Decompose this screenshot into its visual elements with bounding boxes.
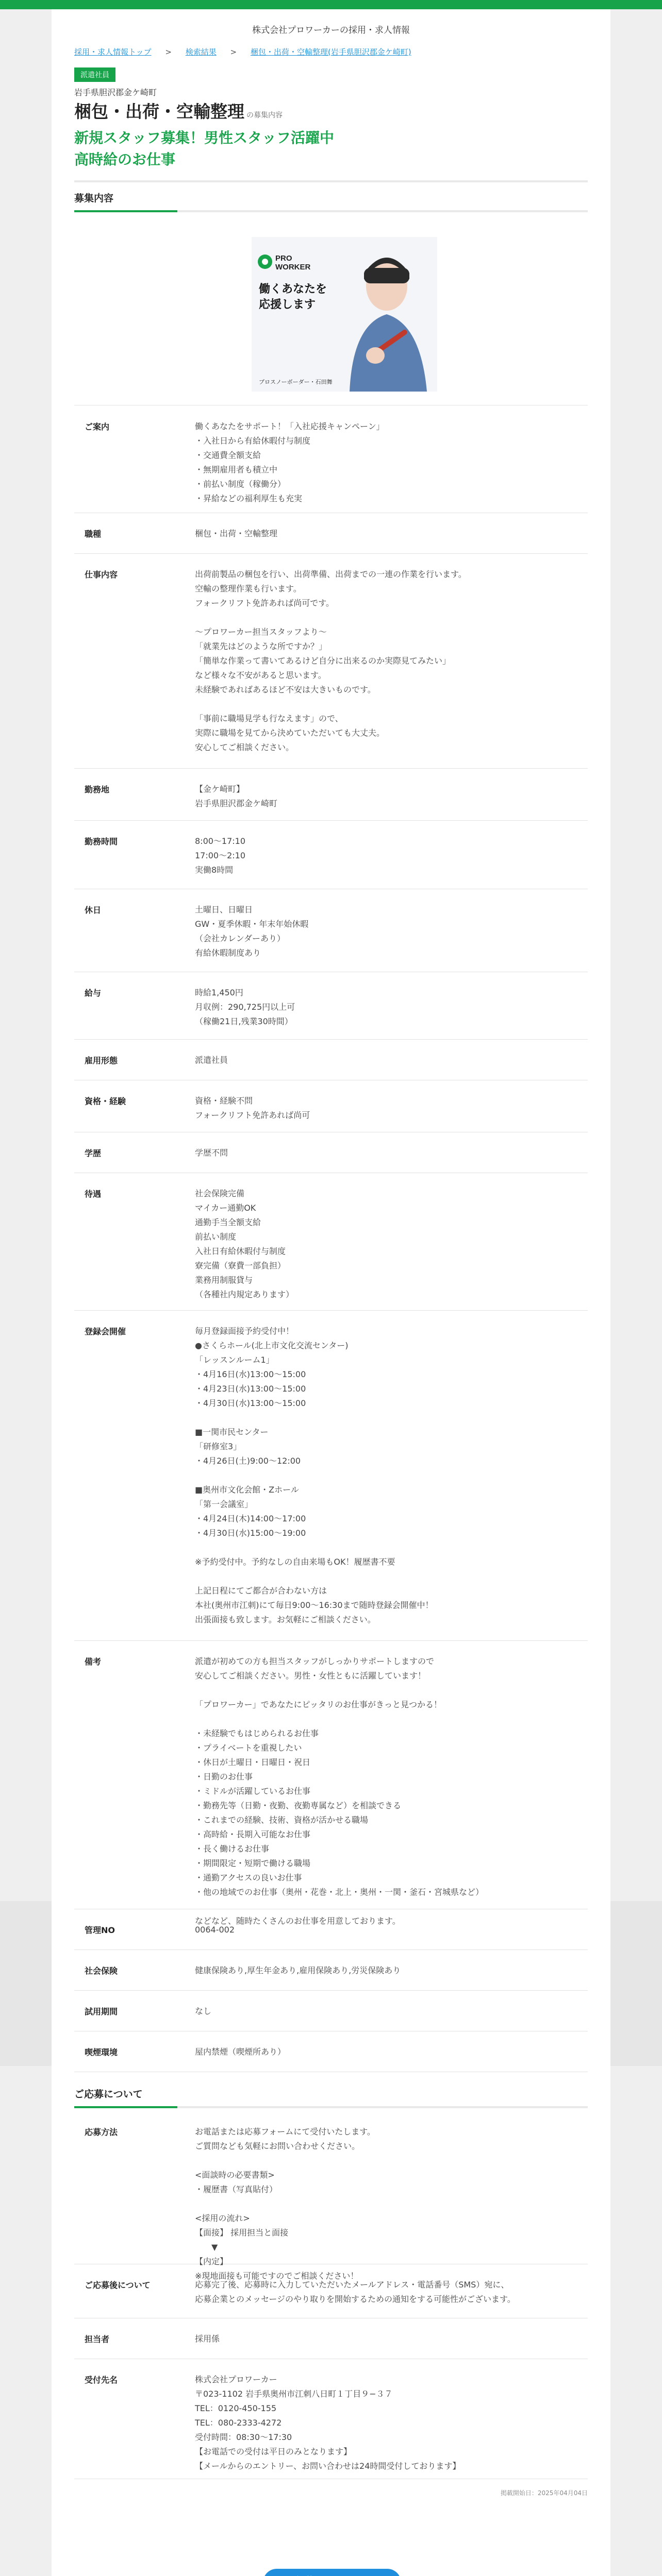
detail-row-qualification xyxy=(74,1080,588,1132)
row-label: 管理NO xyxy=(85,1925,115,1935)
catch-line-1: 新規スタッフ募集！男性スタッフ活躍中 xyxy=(74,129,335,146)
breadcrumb-top-link[interactable]: 採用・求人情報トップ xyxy=(74,47,152,57)
catch-line-2: 高時給のお仕事 xyxy=(74,151,176,168)
row-label: 雇用形態 xyxy=(85,1056,118,1065)
detail-row-smoking xyxy=(74,2031,588,2072)
detail-row-guide xyxy=(74,406,588,513)
row-value: 健康保険あり,厚生年金あり,雇用保険あり,労災保険あり xyxy=(195,1965,401,1975)
row-label: 勤務時間 xyxy=(85,837,118,846)
job-title xyxy=(74,98,283,123)
row-label: ご案内 xyxy=(85,422,110,432)
row-value: 採用係 xyxy=(195,2334,220,2344)
row-value: 学歴不問 xyxy=(195,1148,228,1158)
detail-row-holidays xyxy=(74,889,588,972)
row-value: 時給1,450円 月収例：290,725円以上可 （稼働21日,残業30時間） xyxy=(195,988,295,1026)
detail-row-registration xyxy=(74,1311,588,1641)
row-label: 職種 xyxy=(85,529,102,539)
row-label: 受付先名 xyxy=(85,2375,118,2385)
row-label: 仕事内容 xyxy=(85,570,118,580)
detail-row-job-type xyxy=(74,513,588,554)
hero-image xyxy=(252,237,437,392)
row-label: 学歴 xyxy=(85,1148,102,1158)
breadcrumb xyxy=(74,46,411,57)
row-value: 8:00〜17:10 17:00〜2:10 実働8時間 xyxy=(195,836,246,875)
row-label: 喫煙環境 xyxy=(85,2047,118,2057)
breadcrumb-current-link[interactable]: 梱包・出荷・空輸整理(岩手県胆沢郡金ケ崎町) xyxy=(250,47,411,57)
apply-row-contact-person xyxy=(74,2318,588,2359)
job-location: 岩手県胆沢郡金ケ崎町 xyxy=(74,88,157,97)
row-value: 出荷前製品の梱包を行い、出荷準備、出荷までの一連の作業を行います。 空輸の整理作業も行います。 フォークリフト免許あれば尚可です。 〜プロワーカー担当スタッフより〜 「就業先はどのような所ですか？」 「簡単な作業って書いてあるけど自分に出来るのか実際見てみたい」 など様々な不安があると思います。 未経験であればあるほど不安は大きいものです。 「事前に職場見学も行なえます」ので、 実際に職場を見てから決めていただいても大丈夫。 安心してご相談ください。 xyxy=(195,569,467,752)
apply-row-method xyxy=(74,2111,588,2281)
row-value: お電話または応募フォームにて受付いたします。 ご質問なども気軽にお問い合わせください。 <面談時の必要書類> ・履歴書（写真貼付） <採用の流れ> 【面接】 採用担当と面接 ▼ 【内定】 ※現地面接も可能ですのでご相談ください！ xyxy=(195,2127,375,2281)
row-value: 派遣社員 xyxy=(195,1055,228,1065)
detail-row-trial-period xyxy=(74,1991,588,2031)
detail-row-notes xyxy=(74,1641,588,1926)
row-value: 梱包・出荷・空輸整理 xyxy=(195,529,278,538)
detail-row-location xyxy=(74,769,588,821)
row-label: 試用期間 xyxy=(85,2007,118,2016)
detail-row-employment xyxy=(74,1040,588,1080)
row-label: 待遇 xyxy=(85,1189,102,1199)
row-value: 資格・経験不問 フォークリフト免許あれば尚可 xyxy=(195,1096,310,1120)
detail-row-social-insurance xyxy=(74,1950,588,1991)
row-value: 屋内禁煙（喫煙所あり） xyxy=(195,2047,286,2057)
row-value: 派遣が初めての方も担当スタッフがしっかりサポートしますので 安心してご相談ください。男性・女性ともに活躍しています！ 「プロワーカー」であなたにピッタリのお仕事がきっと見つかる！ ・未経験でもはじめられるお仕事 ・プライベートを重視したい ・休日が土曜日・日曜日・祝日 ・日勤のお仕事 ・ミドルが活躍しているお仕事 ・勤務先等（日勤・夜勤、夜勤専属など）を相談できる ・これまでの経験、技術、資格が活かせる職場 ・高時給・長期入可能なお仕事 ・長く働けるお仕事 ・期間限定・短期で働ける職場 ・通勤アクセスの良いお仕事 ・他の地域でのお仕事（奥州・花巻・北上・奥州・一関・釜石・宮城県など） などなど、随時たくさんのお仕事を用意しております。 xyxy=(195,1656,484,1926)
row-label: 登録会開催 xyxy=(85,1327,126,1336)
breadcrumb-separator: > xyxy=(165,47,172,57)
section-underline xyxy=(74,2106,588,2108)
section-heading-apply: ご応募について xyxy=(74,2089,143,2100)
row-value: 【金ケ崎町】 岩手県胆沢郡金ケ崎町 xyxy=(195,784,278,808)
hero-headline-2: 応援します xyxy=(259,298,316,311)
row-value: 毎月登録面接予約受付中！ ●さくらホール(北上市文化交流センター) 「レッスンルーム1」 ・4月16日(水)13:00〜15:00 ・4月23日(水)13:00〜15:00 ・4月30日(水)13:00〜15:00 ■一関市民センター 「研修室3」 ・4月26日(土)9:00〜12:00 ■奥州市文化会館・Zホール 「第一会議室」 ・4月24日(木)14:00〜17:00 ・4月30日(水)15:00〜19:00 ※予約受付中。予約なしの自由来場もOK！履歴書不要 上記日程にてご都合が合わない方は 本社(奥州市江刺)にて毎日9:00〜16:30まで随時登録会開催中！ 出張面接も致します。お気軽にご相談ください。 xyxy=(195,1326,434,1624)
breadcrumb-separator: > xyxy=(230,47,237,57)
row-value: 株式会社プロワーカー 〒023-1102 岩手県奥州市江刺八日町１丁目９−３７ TEL：0120-450-155 TEL：080-2333-4272 受付時間：08:30〜17:30 【お電話での受付は平日のみとなります】 【メールからのエントリー、お問い合わせは24時間受付しております】 xyxy=(195,2375,461,2471)
section-underline xyxy=(74,210,588,212)
apply-row-receiver xyxy=(74,2359,588,2479)
row-label: 給与 xyxy=(85,988,102,998)
row-label: 社会保険 xyxy=(85,1966,118,1976)
row-label: 備考 xyxy=(85,1657,102,1667)
row-value: なし xyxy=(195,2006,212,2016)
apply-form-button[interactable] xyxy=(263,2569,401,2576)
divider xyxy=(74,180,588,182)
job-title-text: 梱包・出荷・空輸整理 xyxy=(74,101,244,122)
detail-row-hours xyxy=(74,821,588,889)
row-label: 応募方法 xyxy=(85,2127,118,2137)
catch-copy xyxy=(74,127,334,171)
detail-row-job-description xyxy=(74,554,588,769)
section-heading-recruit: 募集内容 xyxy=(74,193,114,204)
employment-type-badge: 派遣社員 xyxy=(74,67,115,82)
site-title: 株式会社プロワーカーの採用・求人情報 xyxy=(252,25,410,36)
detail-row-benefits xyxy=(74,1173,588,1311)
row-value: 土曜日、日曜日 GW・夏季休暇・年末年始休暇 （会社カレンダーあり） 有給休暇制度あり xyxy=(195,905,309,958)
row-value: 0064-002 xyxy=(195,1925,235,1935)
row-value: 働くあなたをサポート！「入社応援キャンペーン」 ・入社日から有給休暇付与制度 ・交通費全額支給 ・無期雇用者も積立中 ・前払い制度（稼働分） ・昇給などの福利厚生も充実 xyxy=(195,421,385,503)
row-label: 勤務地 xyxy=(85,785,110,794)
hero-logo-line1: PRO xyxy=(275,254,292,263)
breadcrumb-search-link[interactable]: 検索結果 xyxy=(185,47,217,57)
hero-headline-1: 働くあなたを xyxy=(259,283,327,296)
row-label: 担当者 xyxy=(85,2334,110,2344)
detail-row-salary xyxy=(74,972,588,1040)
hero-caption: プロスノーボーダー・石田舞 xyxy=(259,379,333,385)
detail-row-education xyxy=(74,1132,588,1173)
detail-row-management-no xyxy=(74,1909,588,1950)
apply-row-after xyxy=(74,2264,588,2318)
top-accent-bar xyxy=(0,0,662,9)
hero-logo-line2: WORKER xyxy=(275,263,311,272)
row-label: 資格・経験 xyxy=(85,1096,126,1106)
page-container xyxy=(52,9,610,2576)
posting-date: 掲載開始日：2025年04月04日 xyxy=(500,2489,588,2497)
row-value: 社会保険完備 マイカー通勤OK 通勤手当全額支給 前払い制度 入社日有給休暇付与制度 寮完備（寮費一部負担） 業務用制服貸与 （各種社内規定あります） xyxy=(195,1189,294,1299)
row-label: 休日 xyxy=(85,905,102,915)
hero-illustration xyxy=(252,237,437,392)
job-title-suffix: の募集内容 xyxy=(246,111,283,120)
row-value: 応募完了後、応募時に入力していただいたメールアドレス・電話番号（SMS）宛に、 応募企業とのメッセージのやり取りを開始するための通知をする可能性がございます。 xyxy=(195,2280,516,2304)
row-label: ご応募後について xyxy=(85,2280,151,2290)
